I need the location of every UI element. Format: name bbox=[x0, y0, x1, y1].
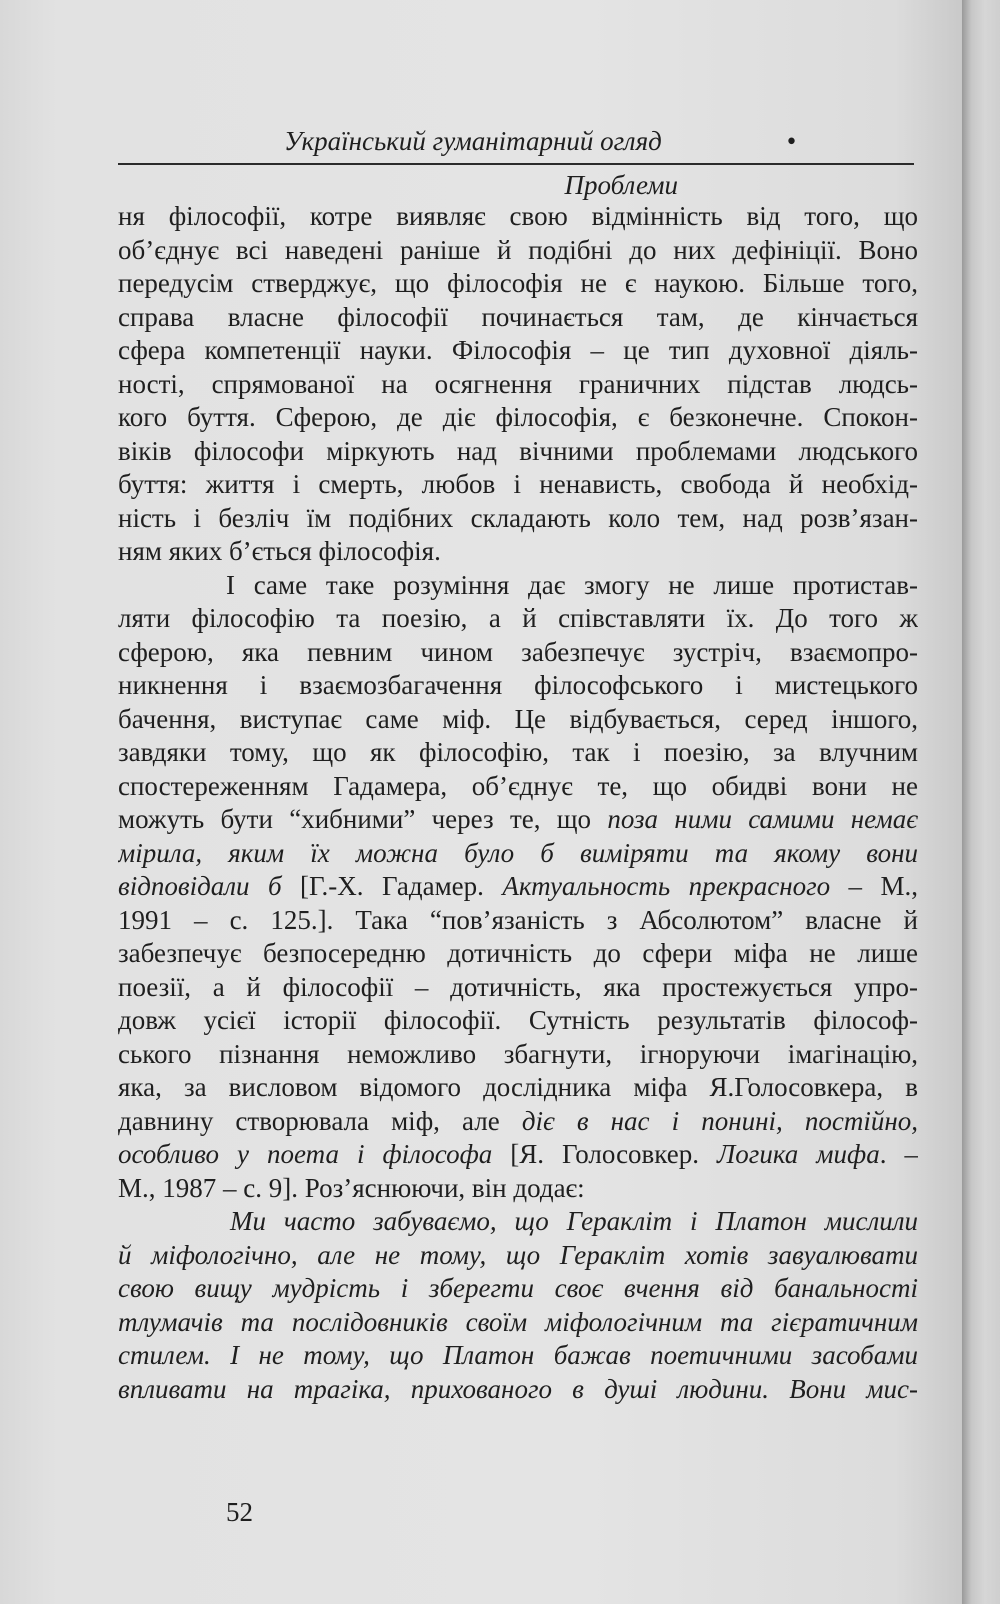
text-run: віків філософи міркують над вічними проблемами людського bbox=[118, 435, 918, 466]
text-run: яка, за висловом відомого дослідника міфа Я.Голосовкера, в bbox=[118, 1072, 918, 1102]
page-number: 52 bbox=[226, 1497, 253, 1527]
text-line bbox=[118, 1138, 918, 1172]
text-line bbox=[118, 234, 918, 268]
text-line bbox=[118, 401, 918, 435]
text-line bbox=[118, 1373, 918, 1407]
italic-text: свою вищу мудрість і зберегти своє вчення від банальності bbox=[118, 1273, 918, 1303]
text-run: І саме таке розуміння дає змогу не лише протистав- bbox=[226, 569, 918, 600]
text-run: М., 1987 – с. 9]. Роз’яснюючи, він додає: bbox=[118, 1172, 585, 1203]
text-line bbox=[118, 1272, 918, 1306]
italic-text: Актуальность прекрасного bbox=[502, 871, 831, 901]
text-run: кого буття. Сферою, де діє філософія, є безконечне. Спокон- bbox=[118, 402, 918, 432]
text-run: ності, спрямованої на осягнення граничних підстав людсь- bbox=[118, 368, 918, 399]
section-title: Проблеми bbox=[564, 170, 678, 200]
text-run: передусім стверджує, що філософія не є наукою. Більше того, bbox=[118, 268, 918, 298]
text-line bbox=[118, 803, 918, 837]
text-run: довж усієї історії філософії. Сутність результатів філософ- bbox=[118, 1005, 918, 1035]
text-run: сферою, яка певним чином забезпечує зустріч, взаємопро- bbox=[118, 636, 918, 667]
running-header-text bbox=[284, 126, 914, 200]
text-line bbox=[118, 1038, 918, 1072]
text-line bbox=[118, 1239, 918, 1273]
text-line bbox=[118, 971, 918, 1005]
text-run: ням яких б’ється філософія. bbox=[118, 536, 441, 566]
italic-text: діє в нас і понині, постійно, bbox=[521, 1105, 918, 1136]
text-line bbox=[118, 1105, 918, 1139]
italic-text: мірила, яким їх можна було б виміряти та якому вони bbox=[118, 837, 918, 868]
text-run: об’єднує всі наведені раніше й подібні до них дефініції. Воно bbox=[118, 234, 918, 265]
text-run: ського пізнання неможливо збагнути, ігноруючи імагінацію, bbox=[118, 1038, 918, 1069]
text-run: – М., bbox=[830, 871, 918, 901]
italic-text: Ми часто забуваємо, що Геракліт і Платон мислили bbox=[230, 1206, 918, 1236]
text-run: можуть бути “хибними” через те, що bbox=[118, 804, 608, 834]
italic-text: поза ними самими немає bbox=[607, 804, 918, 834]
text-run: завдяки тому, що як філософію, так і поезію, за влучним bbox=[118, 737, 918, 767]
text-line bbox=[118, 301, 918, 335]
text-line bbox=[118, 1071, 918, 1105]
text-line bbox=[118, 435, 918, 469]
italic-text: стилем. І не тому, що Платон бажав поетичними засобами bbox=[118, 1340, 918, 1370]
text-line bbox=[118, 669, 918, 703]
italic-text: впливати на трагіка, прихованого в душі людини. Вони мис- bbox=[118, 1373, 918, 1404]
text-line bbox=[118, 770, 918, 804]
journal-title: Український гуманітарний огляд bbox=[284, 126, 662, 156]
text-run: справа власне філософії починається там, де кінчається bbox=[118, 301, 918, 332]
italic-text: й міфологічно, але не тому, що Геракліт хотів завуалювати bbox=[118, 1239, 918, 1270]
text-line bbox=[118, 870, 918, 904]
text-line bbox=[118, 535, 918, 569]
text-line bbox=[118, 1004, 918, 1038]
text-line bbox=[118, 368, 918, 402]
text-line bbox=[118, 502, 918, 536]
text-line bbox=[118, 703, 918, 737]
text-run: ність і безліч їм подібних складають коло тем, над розв’язан- bbox=[118, 502, 918, 533]
text-line bbox=[118, 736, 918, 770]
body-text bbox=[118, 200, 918, 1406]
text-run: буття: життя і смерть, любов і ненависть, свобода й необхід- bbox=[118, 469, 918, 499]
text-run: . – bbox=[879, 1139, 918, 1169]
text-line bbox=[118, 837, 918, 871]
text-run: ня філософії, котре виявляє свою відмінність від того, що bbox=[118, 201, 918, 231]
text-line bbox=[118, 636, 918, 670]
text-line bbox=[118, 1339, 918, 1373]
text-line bbox=[118, 904, 918, 938]
text-run: никнення і взаємозбагачення філософського і мистецького bbox=[118, 670, 918, 700]
page-edge bbox=[962, 0, 1000, 1604]
text-line bbox=[118, 569, 918, 603]
italic-text: Логика мифа bbox=[717, 1139, 880, 1169]
text-line bbox=[118, 1205, 918, 1239]
text-run: ляти філософію та поезію, а й співставляти їх. До того ж bbox=[118, 603, 918, 633]
text-run: забезпечує безпосередню дотичність до сфери міфа не лише bbox=[118, 938, 918, 968]
text-run: бачення, виступає саме міф. Це відбувається, серед іншого, bbox=[118, 703, 918, 734]
text-run: сфера компетенції науки. Філософія – це тип духовної діяль- bbox=[118, 335, 918, 365]
text-line bbox=[118, 267, 918, 301]
text-line bbox=[118, 334, 918, 368]
text-run: давнину створювала міф, але bbox=[118, 1105, 522, 1136]
text-line bbox=[118, 1306, 918, 1340]
text-line bbox=[118, 200, 918, 234]
italic-text: особливо у поета і філософа bbox=[118, 1139, 493, 1169]
text-run: 1991 – с. 125.]. Така “пов’язаність з Абсолютом” власне й bbox=[118, 904, 918, 935]
italic-text: відповідали б bbox=[118, 871, 282, 901]
running-header bbox=[118, 119, 914, 200]
text-line bbox=[118, 1172, 918, 1206]
text-run: [Г.-Х. Гадамер. bbox=[281, 871, 503, 901]
text-run: [Я. Голосовкер. bbox=[492, 1139, 718, 1169]
italic-text: тлумачів та послідовників своїм міфологічним та гієратичним bbox=[118, 1306, 918, 1337]
text-line bbox=[118, 602, 918, 636]
text-line bbox=[118, 937, 918, 971]
text-run: спостереженням Гадамера, об’єднує те, що обидві вони не bbox=[118, 770, 918, 801]
header-separator: • bbox=[786, 126, 796, 156]
text-run: поезії, а й філософії – дотичність, яка простежується упро- bbox=[118, 971, 918, 1002]
text-line bbox=[118, 468, 918, 502]
